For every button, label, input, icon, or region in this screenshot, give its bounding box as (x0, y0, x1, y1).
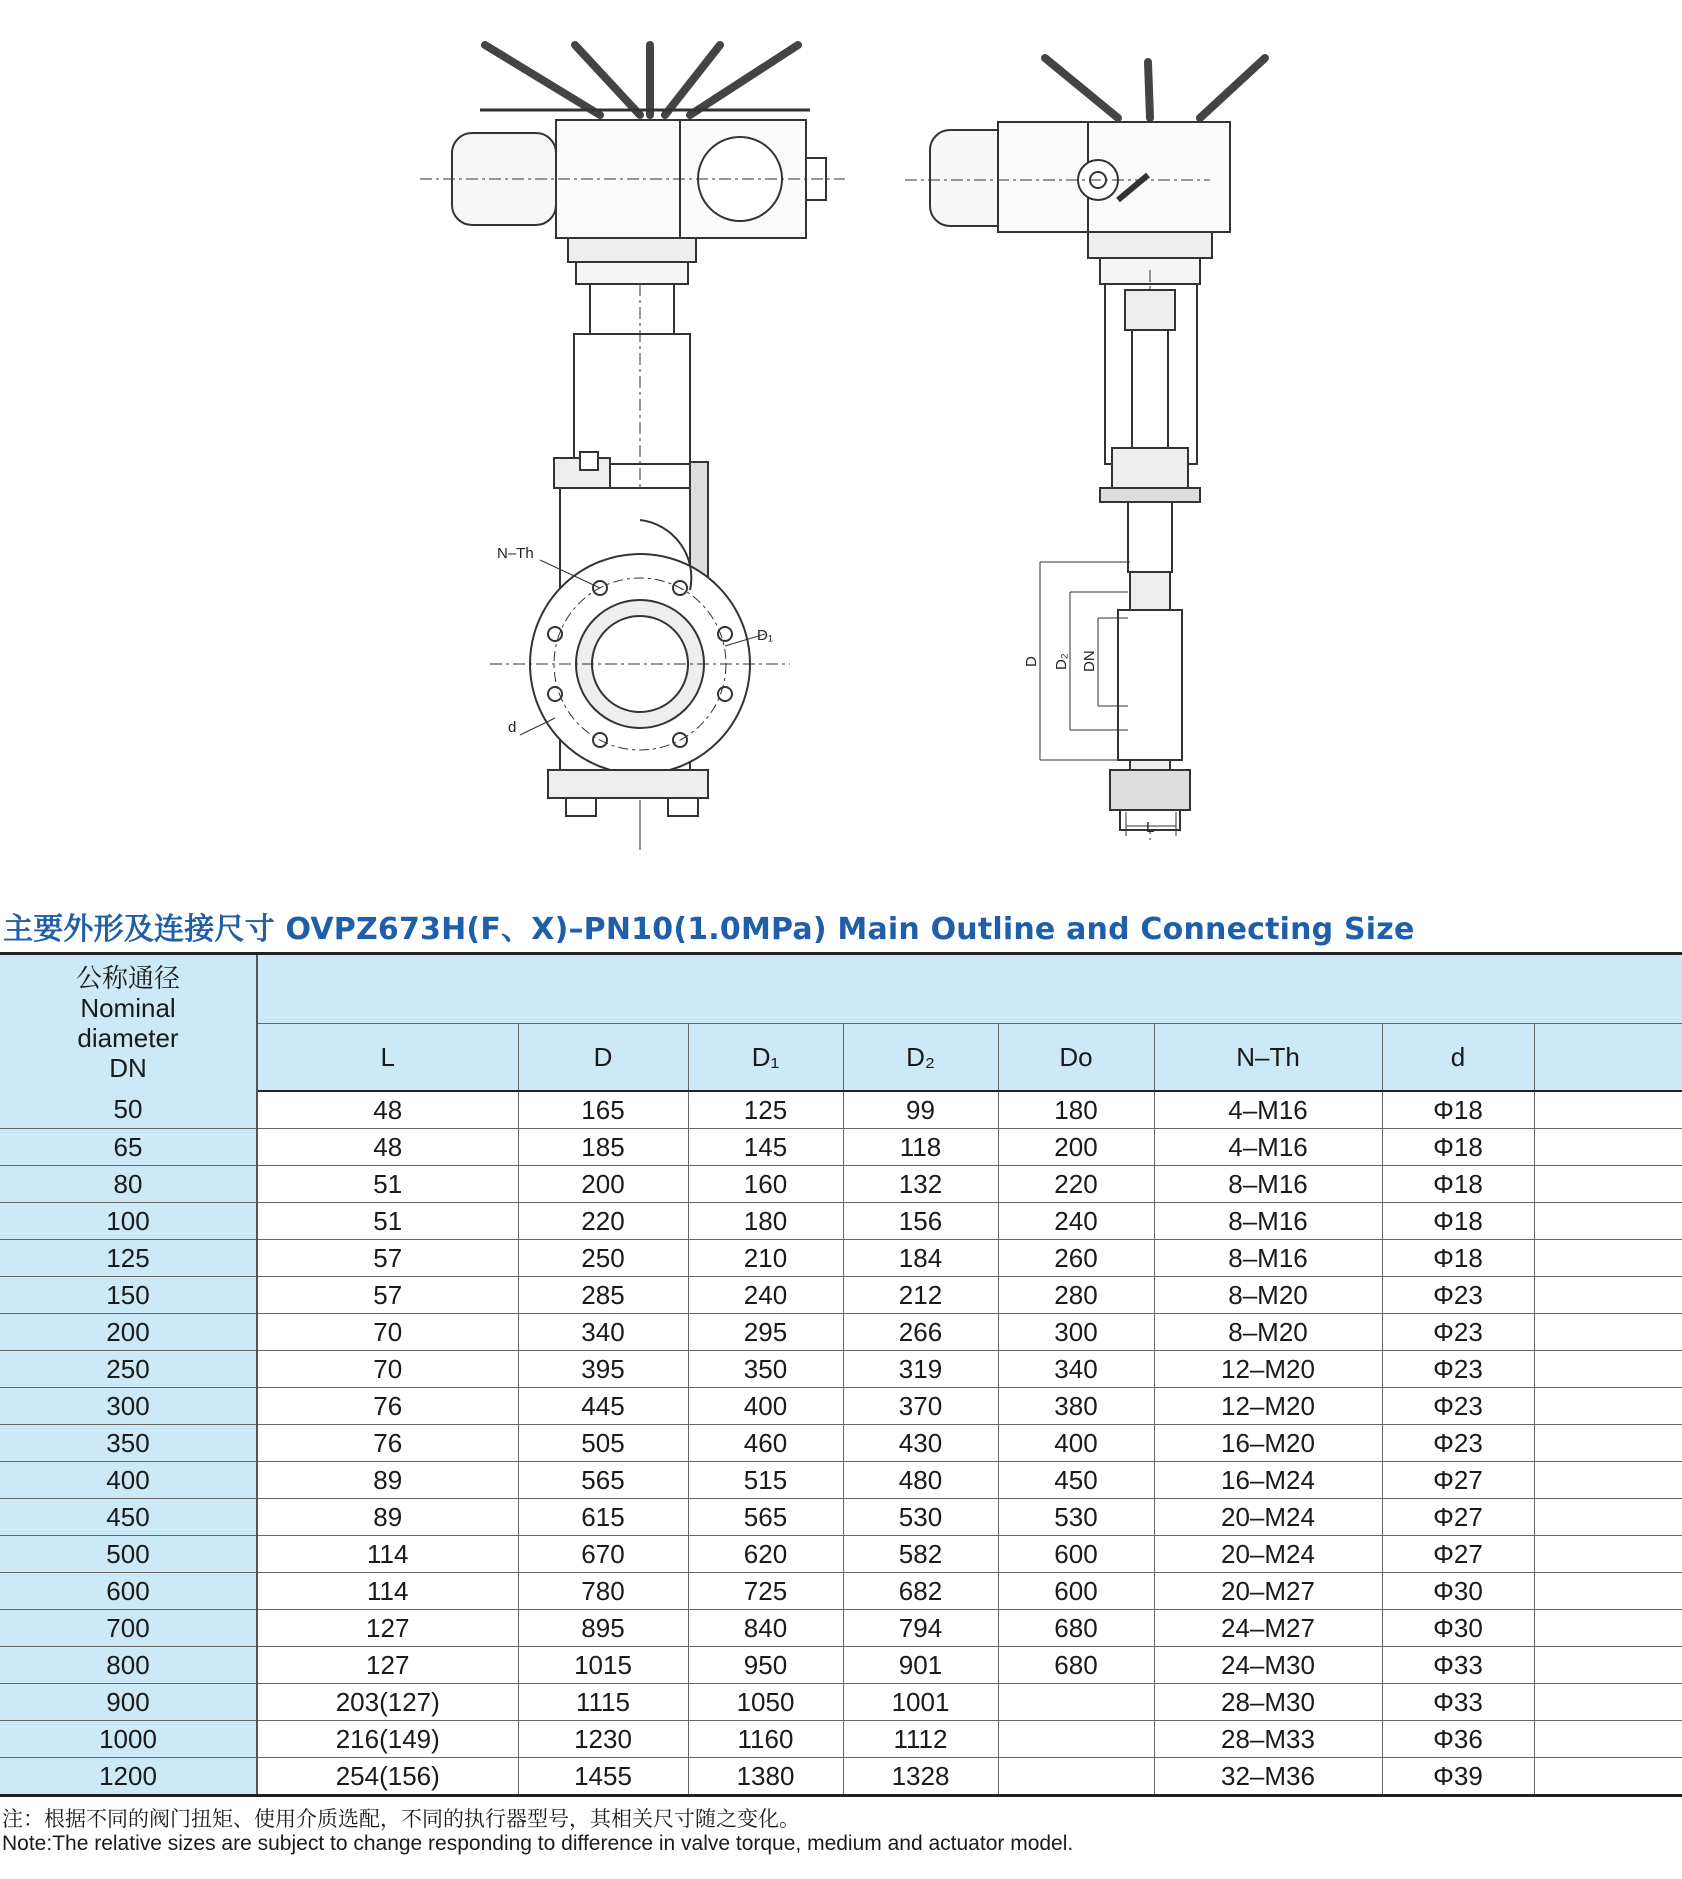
dn-header-dn: DN (109, 1053, 147, 1083)
table-cell: 530 (843, 1499, 998, 1536)
table-cell: Φ18 (1382, 1240, 1534, 1277)
cell-dn: 200 (0, 1314, 257, 1351)
table-row (0, 1721, 1682, 1758)
table-cell: Φ39 (1382, 1758, 1534, 1796)
table-cell: 285 (518, 1277, 688, 1314)
table-cell: 70 (257, 1351, 518, 1388)
table-row (0, 1684, 1682, 1721)
table-cell: 280 (998, 1277, 1154, 1314)
table-cell: 1015 (518, 1647, 688, 1684)
table-cell: 20–M24 (1154, 1536, 1382, 1573)
table-cell: 725 (688, 1573, 843, 1610)
table-cell: 12–M20 (1154, 1388, 1382, 1425)
table-cell: 680 (998, 1610, 1154, 1647)
table-cell: 12–M20 (1154, 1351, 1382, 1388)
col-header-do: Do (998, 1024, 1154, 1092)
table-cell: 460 (688, 1425, 843, 1462)
table-cell: Φ18 (1382, 1129, 1534, 1166)
cell-dn: 50 (0, 1091, 257, 1129)
table-cell: 212 (843, 1277, 998, 1314)
table-cell: 480 (843, 1462, 998, 1499)
label-d2: D₂ (1053, 653, 1070, 670)
col-header-d1: D₁ (688, 1024, 843, 1092)
dn-header-nominal: Nominal (80, 993, 176, 1023)
table-cell: 20–M24 (1154, 1499, 1382, 1536)
table-cell-empty (1534, 1129, 1682, 1166)
table-cell-empty (1534, 1166, 1682, 1203)
table-cell: 901 (843, 1647, 998, 1684)
table-cell: 8–M16 (1154, 1166, 1382, 1203)
table-row (0, 1758, 1682, 1796)
table-cell: 28–M33 (1154, 1721, 1382, 1758)
table-cell: 1380 (688, 1758, 843, 1796)
table-cell: 600 (998, 1573, 1154, 1610)
table-cell: 76 (257, 1388, 518, 1425)
table-cell: 203(127) (257, 1684, 518, 1721)
table-cell: 220 (998, 1166, 1154, 1203)
table-cell: 340 (518, 1314, 688, 1351)
table-cell: 1455 (518, 1758, 688, 1796)
table-cell: 89 (257, 1462, 518, 1499)
table-row (0, 1351, 1682, 1388)
dn-header-diameter: diameter (77, 1023, 179, 1053)
table-cell: 1328 (843, 1758, 998, 1796)
table-cell: 670 (518, 1536, 688, 1573)
table-cell: 600 (998, 1536, 1154, 1573)
table-cell: 565 (518, 1462, 688, 1499)
table-cell: 340 (998, 1351, 1154, 1388)
dimension-table (0, 952, 1682, 1797)
side-view-drawing (905, 58, 1265, 840)
table-cell: Φ18 (1382, 1091, 1534, 1129)
table-cell: 127 (257, 1610, 518, 1647)
table-cell: 505 (518, 1425, 688, 1462)
table-cell: Φ23 (1382, 1425, 1534, 1462)
valve-technical-drawing (0, 0, 1682, 890)
table-cell: 950 (688, 1647, 843, 1684)
table-cell: 319 (843, 1351, 998, 1388)
col-header-d2: D₂ (843, 1024, 998, 1092)
table-row (0, 1499, 1682, 1536)
col-header-empty (1534, 1024, 1682, 1092)
table-row (0, 1647, 1682, 1684)
table-cell: Φ27 (1382, 1536, 1534, 1573)
table-cell-empty (1534, 1462, 1682, 1499)
table-cell: 1230 (518, 1721, 688, 1758)
table-cell: 20–M27 (1154, 1573, 1382, 1610)
table-cell: 430 (843, 1425, 998, 1462)
table-cell: Φ30 (1382, 1610, 1534, 1647)
table-cell: 114 (257, 1573, 518, 1610)
table-cell: 210 (688, 1240, 843, 1277)
table-cell: 24–M30 (1154, 1647, 1382, 1684)
table-cell: 1115 (518, 1684, 688, 1721)
table-cell: 250 (518, 1240, 688, 1277)
table-cell: 266 (843, 1314, 998, 1351)
table-cell: 114 (257, 1536, 518, 1573)
table-cell: 28–M30 (1154, 1684, 1382, 1721)
table-cell: 450 (998, 1462, 1154, 1499)
table-row (0, 1091, 1682, 1129)
front-handwheel (485, 45, 798, 115)
table-cell: 200 (518, 1166, 688, 1203)
table-cell: 8–M16 (1154, 1203, 1382, 1240)
table-cell: 32–M36 (1154, 1758, 1382, 1796)
table-cell-empty (1534, 1536, 1682, 1573)
table-cell: 76 (257, 1425, 518, 1462)
cell-dn: 800 (0, 1647, 257, 1684)
table-cell: 16–M24 (1154, 1462, 1382, 1499)
table-row (0, 1610, 1682, 1647)
table-row (0, 1425, 1682, 1462)
table-cell: 680 (998, 1647, 1154, 1684)
table-cell: 125 (688, 1091, 843, 1129)
table-cell: 118 (843, 1129, 998, 1166)
table-cell: Φ36 (1382, 1721, 1534, 1758)
table-cell-empty (1534, 1425, 1682, 1462)
table-cell-empty (1534, 1388, 1682, 1425)
table-cell-empty (1534, 1647, 1682, 1684)
label-big-d: D (1023, 656, 1040, 667)
table-cell: 165 (518, 1091, 688, 1129)
table-cell: 185 (518, 1129, 688, 1166)
table-cell: 70 (257, 1314, 518, 1351)
table-cell: 240 (688, 1277, 843, 1314)
table-cell-empty (1534, 1758, 1682, 1796)
table-row (0, 1573, 1682, 1610)
table-cell: 220 (518, 1203, 688, 1240)
table-cell: 780 (518, 1573, 688, 1610)
table-cell: 24–M27 (1154, 1610, 1382, 1647)
cell-dn: 900 (0, 1684, 257, 1721)
table-cell-empty (1534, 1203, 1682, 1240)
table-cell: 132 (843, 1166, 998, 1203)
side-handwheel (1045, 58, 1265, 118)
table-row (0, 1166, 1682, 1203)
table-cell: 295 (688, 1314, 843, 1351)
table-cell (998, 1684, 1154, 1721)
table-row (0, 1388, 1682, 1425)
label-d1: D₁ (757, 627, 773, 644)
table-cell-empty (1534, 1721, 1682, 1758)
table-cell: 4–M16 (1154, 1091, 1382, 1129)
table-cell: Φ33 (1382, 1647, 1534, 1684)
cell-dn: 500 (0, 1536, 257, 1573)
label-d-small: d (508, 719, 517, 736)
table-cell: Φ30 (1382, 1573, 1534, 1610)
table-cell: 530 (998, 1499, 1154, 1536)
table-cell: 184 (843, 1240, 998, 1277)
table-cell: 1160 (688, 1721, 843, 1758)
table-cell: 620 (688, 1536, 843, 1573)
table-cell: 380 (998, 1388, 1154, 1425)
table-cell-empty (1534, 1277, 1682, 1314)
table-cell: Φ33 (1382, 1684, 1534, 1721)
table-cell: 350 (688, 1351, 843, 1388)
table-cell: 682 (843, 1573, 998, 1610)
cell-dn: 600 (0, 1573, 257, 1610)
table-row (0, 1129, 1682, 1166)
table-cell-empty (1534, 1610, 1682, 1647)
table-cell: 57 (257, 1277, 518, 1314)
table-cell: 16–M20 (1154, 1425, 1382, 1462)
cell-dn: 400 (0, 1462, 257, 1499)
cell-dn: 100 (0, 1203, 257, 1240)
table-cell (998, 1758, 1154, 1796)
cell-dn: 250 (0, 1351, 257, 1388)
col-header-d-small: d (1382, 1024, 1534, 1092)
table-cell: Φ23 (1382, 1351, 1534, 1388)
table-cell: 895 (518, 1610, 688, 1647)
table-cell: 200 (998, 1129, 1154, 1166)
table-cell: 51 (257, 1203, 518, 1240)
table-cell: 8–M20 (1154, 1277, 1382, 1314)
table-cell: 127 (257, 1647, 518, 1684)
table-cell: 99 (843, 1091, 998, 1129)
cell-dn: 1000 (0, 1721, 257, 1758)
table-cell-empty (1534, 1684, 1682, 1721)
cell-dn: 150 (0, 1277, 257, 1314)
table-cell: 48 (257, 1091, 518, 1129)
label-n-th: N–Th (497, 545, 534, 562)
table-cell: 180 (998, 1091, 1154, 1129)
table-cell: 400 (998, 1425, 1154, 1462)
cell-dn: 65 (0, 1129, 257, 1166)
table-cell: 48 (257, 1129, 518, 1166)
cell-dn: 300 (0, 1388, 257, 1425)
col-header-n-th: N–Th (1154, 1024, 1382, 1092)
dn-header (0, 954, 257, 1092)
table-cell: 582 (843, 1536, 998, 1573)
table-cell: 395 (518, 1351, 688, 1388)
col-header-d: D (518, 1024, 688, 1092)
table-cell: 8–M20 (1154, 1314, 1382, 1351)
table-cell: 370 (843, 1388, 998, 1425)
cell-dn: 450 (0, 1499, 257, 1536)
cell-dn: 350 (0, 1425, 257, 1462)
table-cell: 515 (688, 1462, 843, 1499)
cell-dn: 1200 (0, 1758, 257, 1796)
cell-dn: 700 (0, 1610, 257, 1647)
table-cell: 1001 (843, 1684, 998, 1721)
table-cell: 565 (688, 1499, 843, 1536)
table-row (0, 1277, 1682, 1314)
table-cell-empty (1534, 1499, 1682, 1536)
table-cell-empty (1534, 1091, 1682, 1129)
table-cell: 300 (998, 1314, 1154, 1351)
dn-header-cn: 公称通径 (75, 963, 180, 993)
table-cell: 180 (688, 1203, 843, 1240)
table-cell: 254(156) (257, 1758, 518, 1796)
table-cell: 615 (518, 1499, 688, 1536)
label-l: L (1146, 819, 1155, 836)
note-english: Note:The relative sizes are subject to change responding to difference in valve torque, medium and actuator model. (2, 1832, 1074, 1855)
table-cell: Φ18 (1382, 1166, 1534, 1203)
front-view-drawing (420, 45, 845, 850)
table-cell: 89 (257, 1499, 518, 1536)
table-cell (998, 1721, 1154, 1758)
table-title: 主要外形及连接尺寸 OVPZ673H(F、X)–PN10(1.0MPa) Main Outline and Connecting Size (3, 912, 1415, 947)
table-cell: 156 (843, 1203, 998, 1240)
label-dn: DN (1081, 650, 1098, 672)
table-cell: 400 (688, 1388, 843, 1425)
table-cell: 145 (688, 1129, 843, 1166)
table-cell: 840 (688, 1610, 843, 1647)
table-row (0, 1203, 1682, 1240)
table-cell: 4–M16 (1154, 1129, 1382, 1166)
table-row (0, 1314, 1682, 1351)
table-cell: Φ23 (1382, 1277, 1534, 1314)
table-cell: 240 (998, 1203, 1154, 1240)
table-cell: 57 (257, 1240, 518, 1277)
cell-dn: 80 (0, 1166, 257, 1203)
table-cell: Φ23 (1382, 1388, 1534, 1425)
table-cell: 794 (843, 1610, 998, 1647)
table-row (0, 1240, 1682, 1277)
table-cell: Φ27 (1382, 1462, 1534, 1499)
table-cell: 160 (688, 1166, 843, 1203)
table-cell-empty (1534, 1573, 1682, 1610)
table-cell: 51 (257, 1166, 518, 1203)
header-blank-band (257, 954, 1682, 1024)
table-cell: Φ18 (1382, 1203, 1534, 1240)
table-cell: 260 (998, 1240, 1154, 1277)
table-cell: Φ27 (1382, 1499, 1534, 1536)
table-cell: 1112 (843, 1721, 998, 1758)
table-cell: 216(149) (257, 1721, 518, 1758)
table-cell: 1050 (688, 1684, 843, 1721)
note-chinese: 注：根据不同的阀门扭矩、使用介质选配，不同的执行器型号，其相关尺寸随之变化。 (2, 1807, 800, 1831)
cell-dn: 125 (0, 1240, 257, 1277)
table-cell: 8–M16 (1154, 1240, 1382, 1277)
table-cell-empty (1534, 1314, 1682, 1351)
table-row (0, 1536, 1682, 1573)
table-cell-empty (1534, 1351, 1682, 1388)
table-row (0, 1462, 1682, 1499)
table-cell: Φ23 (1382, 1314, 1534, 1351)
table-cell: 445 (518, 1388, 688, 1425)
col-header-l: L (257, 1024, 518, 1092)
table-cell-empty (1534, 1240, 1682, 1277)
